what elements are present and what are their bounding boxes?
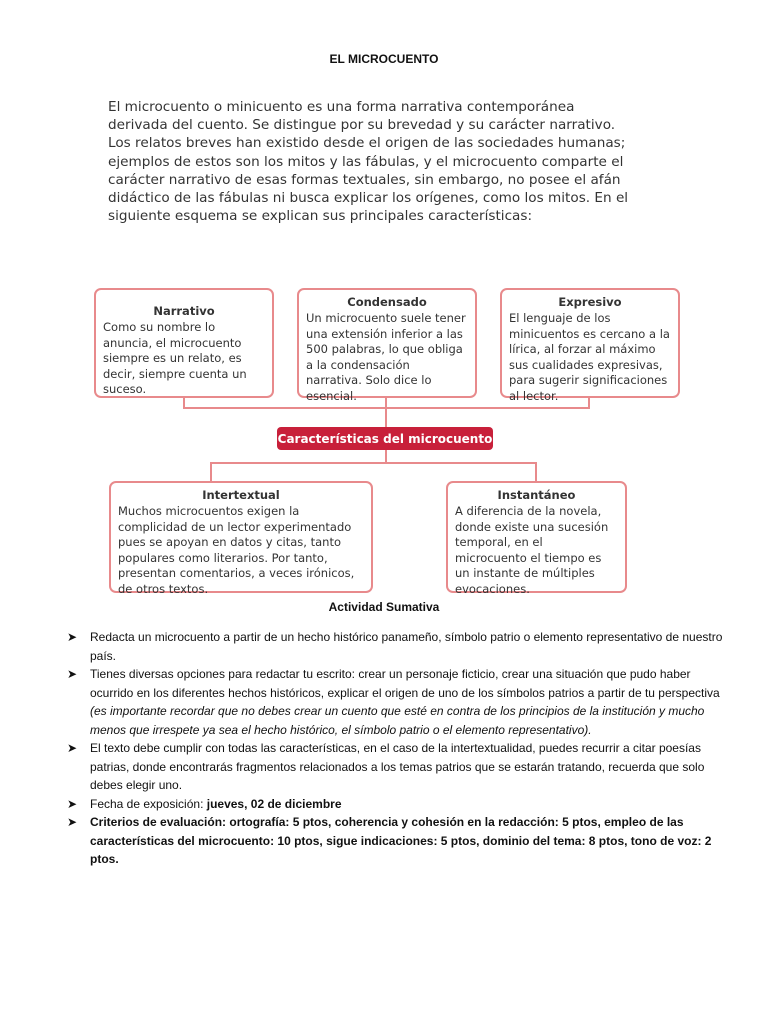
feature-heading: Instantáneo: [497, 488, 576, 502]
instruction-text: Redacta un microcuento a partir de un hecho histórico panameño, símbolo patrio o elemento representativo de nuestro país.: [90, 630, 723, 663]
activity-instructions-list: [67, 628, 729, 869]
due-date: jueves, 02 de diciembre: [206, 796, 342, 811]
feature-heading: Intertextual: [202, 488, 280, 502]
feature-text: Como su nombre lo anuncia, el microcuento siempre es un relato, es decir, siempre cuenta un suceso.: [103, 320, 247, 396]
feature-box-instantaneo: [446, 481, 627, 596]
connector-bottom-branch: [211, 463, 536, 481]
feature-box-condensado: [297, 288, 477, 403]
due-date-label: Fecha de exposición:: [90, 796, 207, 811]
feature-heading: Condensado: [347, 295, 427, 309]
list-item: [67, 665, 729, 739]
instruction-text: Tienes diversas opciones para redactar tu escrito: crear un personaje ficticio, crear una situación que pudo haber ocurrido en los diferentes hechos históricos, explicar el origen de uno de los símbolos patrios a partir de tu perspectiva: [90, 667, 720, 700]
list-item: [67, 739, 729, 795]
arrowhead-bullet-icon: ➤: [67, 796, 78, 811]
feature-text: Un microcuento suele tener una extensión inferior a las 500 palabras, lo que obliga a la condensación narrativa. Solo dice lo esencial.: [306, 311, 466, 403]
list-item: [67, 813, 729, 869]
document-title: EL MICROCUENTO: [329, 52, 439, 66]
feature-heading: Expresivo: [558, 295, 622, 309]
diagram-center-label: Características del microcuento: [277, 427, 493, 450]
list-item: [67, 628, 729, 665]
arrowhead-bullet-icon: ➤: [67, 630, 78, 644]
feature-box-intertextual: [109, 481, 373, 596]
arrowhead-bullet-icon: ➤: [67, 667, 78, 681]
instruction-note: (es importante recordar que no debes crear un cuento que esté en contra de los principios de la institución y mucho menos que irrespete ya sea el hecho histórico, el símbolo patrio o el elemento representativo).: [90, 704, 705, 737]
feature-box-narrativo: [94, 288, 274, 398]
feature-text: A diferencia de la novela, donde existe una sucesión temporal, en el microcuento el tiempo es un instante de múltiples evocaciones.: [455, 504, 609, 596]
feature-text: El lenguaje de los minicuentos es cercano a la lírica, al forzar al máximo sus cualidades expresivas, para sugerir significaciones al lector.: [509, 311, 670, 403]
arrowhead-bullet-icon: ➤: [67, 815, 78, 829]
activity-title: Actividad Sumativa: [328, 600, 440, 614]
evaluation-criteria: Criterios de evaluación: ortografía: 5 ptos, coherencia y cohesión en la redacción: 5 ptos, empleo de las características del microcuento: 10 ptos, sigue indicaciones: 5 ptos, dominio del tema: 8 ptos, tono de voz: 2 ptos.: [90, 815, 712, 866]
list-item: [67, 795, 729, 814]
feature-text: Muchos microcuentos exigen la complicidad de un lector experimentado pues se apoyan en datos y citas, tanto populares como literarios. Por tanto, presentan comentarios, a veces irónicos, de otros textos.: [118, 504, 355, 596]
intro-paragraph: El microcuento o minicuento es una forma narrativa contemporánea derivada del cuento. Se distingue por su brevedad y su carácter narrativo. Los relatos breves han existido desde el origen de las sociedades humanas; ejemplos de estos son los mitos y las fábulas, y el microcuento comparte el carácter narrativo de esas formas textuales, sin embargo, no posee el afán didáctico de las fábulas ni busca explicar los orígenes, como los mitos. En el siguiente esquema se explican sus principales características:: [108, 99, 629, 225]
feature-heading: Narrativo: [153, 304, 215, 318]
feature-box-expresivo: [500, 288, 680, 403]
arrowhead-bullet-icon: ➤: [67, 741, 78, 755]
instruction-text: El texto debe cumplir con todas las características, en el caso de la intertextualidad, puedes recurrir a citar poesías patrias, donde encontrarás fragmentos relacionados a los temas patrios que se estarán tratando, recuerda que solo debes elegir uno.: [90, 741, 705, 792]
